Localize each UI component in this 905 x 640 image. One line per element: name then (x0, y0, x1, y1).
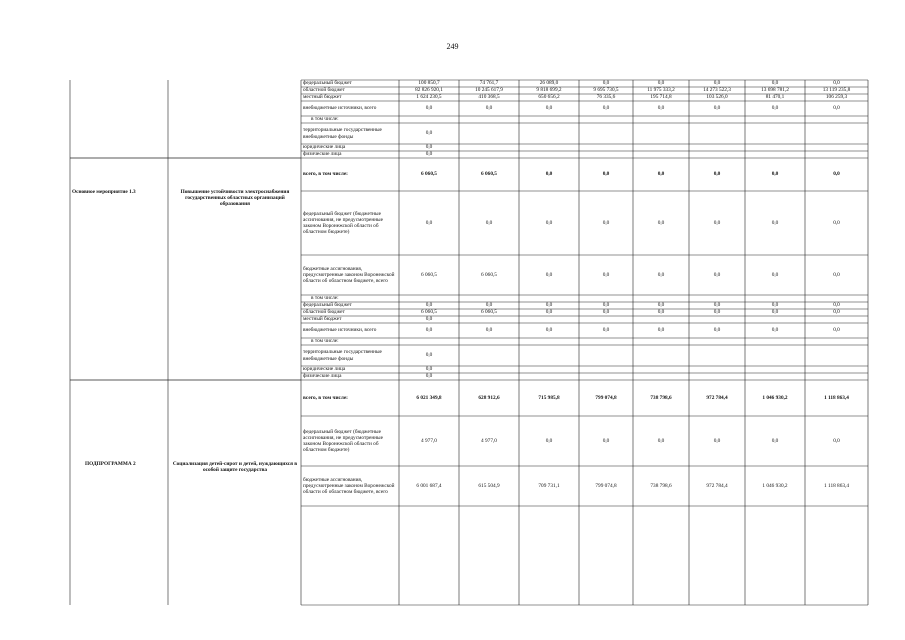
value-cell: 0,0 (545, 309, 553, 316)
value-cell: 100 850,7 (418, 80, 440, 87)
value-cell: 709 731,1 (538, 482, 560, 489)
row-label: юридические лица (303, 366, 346, 373)
value-cell: 0,0 (602, 302, 610, 309)
value-cell: 0,0 (602, 80, 610, 87)
value-cell: 0,0 (833, 309, 840, 316)
row-label: физические лица (303, 373, 342, 380)
value-cell: 650 656,2 (538, 94, 560, 101)
value-cell: 76 335,6 (596, 94, 616, 101)
measure-1-3-code: Основное мероприятие 1.3 (72, 189, 136, 195)
value-cell: 106 259,3 (825, 94, 848, 101)
value-cell: 0,0 (485, 327, 493, 334)
value-cell: 0,0 (602, 171, 610, 178)
value-cell: 14 273 522,3 (703, 87, 731, 94)
value-cell: 799 074,8 (595, 394, 617, 401)
value-cell: 0,0 (485, 105, 493, 112)
value-cell: 6 060,5 (421, 309, 437, 316)
value-cell: 615 504,9 (478, 482, 500, 489)
value-cell: 0,0 (545, 171, 553, 178)
value-cell: 0,0 (657, 327, 665, 334)
value-cell: 0,0 (485, 219, 493, 226)
value-cell: 0,0 (425, 151, 433, 158)
value-cell: 0,0 (657, 219, 665, 226)
value-cell: 4 977,0 (481, 437, 497, 444)
value-cell: 0,0 (545, 437, 553, 444)
value-cell: 0,0 (657, 302, 665, 309)
value-cell: 738 798,6 (650, 394, 672, 401)
value-cell: 9 818 699,2 (536, 87, 562, 94)
value-cell: 6 001 687,4 (416, 482, 442, 489)
value-cell: 1 046 930,2 (762, 482, 788, 489)
row-label: федеральный бюджет (303, 302, 352, 309)
subprogram-2-code: ПОДПРОГРАММА 2 (85, 461, 136, 467)
value-cell: 1 046 930,2 (762, 394, 788, 401)
value-cell: 0,0 (771, 271, 779, 278)
value-cell: 0,0 (425, 219, 433, 226)
value-cell: 0,0 (425, 105, 433, 112)
value-cell: 1 118 863,4 (824, 482, 849, 489)
value-cell: 6 060,5 (421, 171, 437, 178)
value-cell: 0,0 (771, 302, 779, 309)
value-cell: 0,0 (771, 309, 779, 316)
page-number: 249 (446, 42, 459, 51)
value-cell: 0,0 (545, 327, 553, 334)
value-cell: 6 060,5 (481, 171, 497, 178)
value-cell: 0,0 (713, 80, 721, 87)
value-cell: 6 060,5 (421, 271, 437, 278)
value-cell: 0,0 (657, 171, 665, 178)
value-cell: 0,0 (485, 302, 493, 309)
value-cell: 195 714,8 (650, 94, 672, 101)
value-cell: 0,0 (771, 437, 779, 444)
value-cell: 82 826 920,1 (415, 87, 443, 94)
row-label: юридические лица (303, 144, 346, 151)
row-label: физические лица (303, 151, 342, 158)
value-cell: 13 119 235,8 (822, 87, 851, 94)
row-label: федеральный бюджет (бюджетные ассигнования, не предусмотренные законом Воронежской области об областном бюджете) (303, 210, 383, 236)
value-cell: 0,0 (545, 219, 553, 226)
value-cell: 13 698 781,2 (761, 87, 789, 94)
value-cell: 0,0 (833, 327, 840, 334)
value-cell: 0,0 (833, 80, 840, 87)
value-cell: 0,0 (425, 366, 433, 373)
value-cell: 6 021 349,8 (416, 394, 442, 401)
value-cell: 0,0 (425, 302, 433, 309)
value-cell: 0,0 (713, 171, 721, 178)
value-cell: 0,0 (545, 271, 553, 278)
value-cell: 410 368,5 (478, 94, 500, 101)
value-cell: 1 118 863,4 (824, 394, 849, 401)
row-label: внебюджетные источники, всего (303, 105, 377, 112)
value-cell: 0,0 (713, 309, 721, 316)
value-cell: 0,0 (833, 105, 840, 112)
value-cell: 81 470,1 (765, 94, 785, 101)
value-cell: 972 784,4 (706, 394, 728, 401)
value-cell: 0,0 (657, 271, 665, 278)
value-cell: 715 985,8 (538, 394, 560, 401)
row-label: бюджетные ассигнования, предусмотренные законом Воронежской области об областном бюджете, всего (303, 476, 395, 496)
row-label: федеральный бюджет (бюджетные ассигнования, не предусмотренные законом Воронежской области об областном бюджете) (303, 428, 383, 454)
value-cell: 11 975 333,2 (647, 87, 675, 94)
value-cell: 10 245 617,9 (475, 87, 503, 94)
value-cell: 0,0 (833, 171, 840, 178)
value-cell: 0,0 (545, 302, 553, 309)
row-label: областной бюджет (303, 309, 345, 316)
value-cell: 0,0 (425, 373, 433, 380)
value-cell: 74 761,7 (479, 80, 499, 87)
value-cell: 0,0 (713, 105, 721, 112)
row-label: территориальные государственные внебюджетные фонды (303, 127, 382, 140)
value-cell: 0,0 (771, 219, 779, 226)
value-cell: 4 977,0 (421, 437, 437, 444)
value-cell: 9 695 730,5 (593, 87, 619, 94)
row-label: бюджетные ассигнования, предусмотренные законом Воронежской области об областном бюджете, всего (303, 265, 395, 285)
value-cell: 0,0 (602, 327, 610, 334)
measure-1-3-title: Повышение устойчивости электроснабжения государственных областных организаций образования (180, 189, 290, 208)
value-cell: 0,0 (425, 144, 433, 151)
value-cell: 0,0 (425, 327, 433, 334)
row-label: территориальные государственные внебюджетные фонды (303, 349, 382, 362)
value-cell: 972 784,4 (706, 482, 728, 489)
value-cell: 0,0 (833, 219, 840, 226)
value-cell: 0,0 (425, 130, 433, 137)
value-cell: 0,0 (713, 437, 721, 444)
value-cell: 0,0 (771, 105, 779, 112)
row-label: внебюджетные источники, всего (303, 327, 377, 334)
value-cell: 628 912,6 (478, 394, 500, 401)
value-cell: 0,0 (771, 171, 779, 178)
value-cell: 0,0 (833, 437, 840, 444)
subprogram-2-title: Социализация детей-сирот и детей, нуждающихся в особой защите государства (172, 461, 298, 474)
value-cell: 0,0 (425, 352, 433, 359)
value-cell: 0,0 (771, 327, 779, 334)
value-cell: 26 089,0 (539, 80, 559, 87)
value-cell: 0,0 (657, 80, 665, 87)
value-cell: 738 798,6 (650, 482, 672, 489)
row-label: местный бюджет (303, 316, 342, 323)
value-cell: 0,0 (657, 309, 665, 316)
value-cell: 0,0 (602, 437, 610, 444)
value-cell: 0,0 (713, 219, 721, 226)
row-label: местный бюджет (303, 94, 342, 101)
value-cell: 0,0 (833, 302, 840, 309)
value-cell: 799 074,8 (595, 482, 617, 489)
value-cell: 0,0 (602, 271, 610, 278)
value-cell: 0,0 (602, 219, 610, 226)
row-label: областной бюджет (303, 87, 345, 94)
value-cell: 6 060,5 (481, 309, 497, 316)
row-label: всего, в том числе: (303, 171, 348, 178)
row-label: в том числе: (311, 338, 339, 345)
value-cell: 103 526,0 (706, 94, 728, 101)
value-cell: 0,0 (833, 271, 840, 278)
value-cell: 0,0 (713, 302, 721, 309)
row-label: всего, в том числе: (303, 394, 348, 401)
value-cell: 0,0 (425, 316, 433, 323)
row-label: в том числе: (311, 116, 339, 123)
row-label: федеральный бюджет (303, 80, 352, 87)
value-cell: 0,0 (602, 309, 610, 316)
value-cell: 0,0 (657, 437, 665, 444)
value-cell: 0,0 (602, 105, 610, 112)
value-cell: 0,0 (545, 105, 553, 112)
value-cell: 0,0 (713, 327, 721, 334)
value-cell: 6 060,5 (481, 271, 497, 278)
value-cell: 0,0 (713, 271, 721, 278)
row-label: в том числе: (311, 295, 339, 302)
value-cell: 0,0 (771, 80, 779, 87)
value-cell: 1 624 230,5 (416, 94, 442, 101)
value-cell: 0,0 (657, 105, 665, 112)
